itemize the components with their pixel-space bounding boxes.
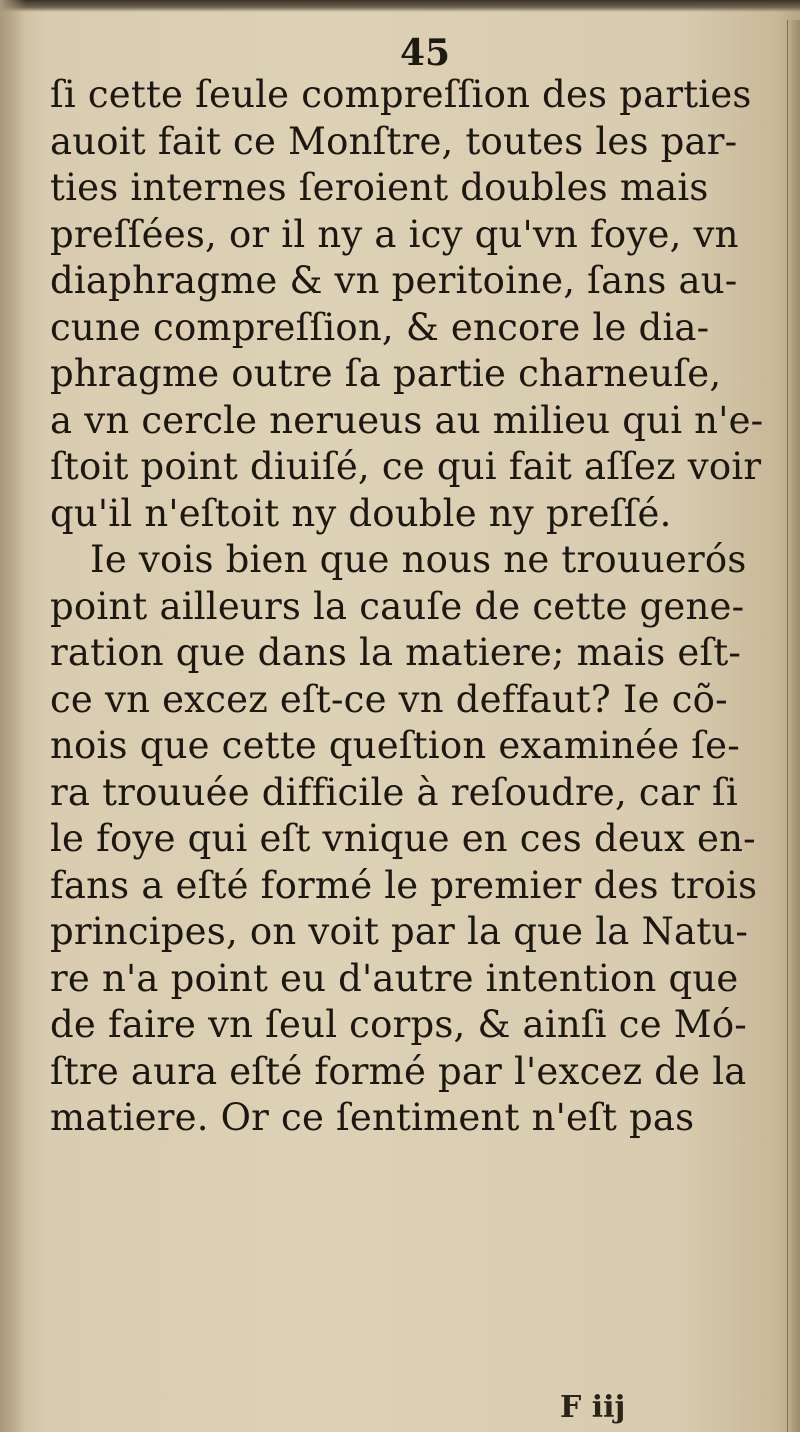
text-line: qu'il n'eſtoit ny double ny preſſé. (50, 491, 672, 535)
text-line: auoit fait ce Monſtre, toutes les par- (50, 119, 738, 163)
text-line: ce vn excez eſt-ce vn deffaut? Ie cõ- (50, 677, 728, 721)
text-line: diaphragme & vn peritoine, ſans au- (50, 259, 738, 302)
text-line: ties internes ſeroient doubles mais (50, 166, 709, 209)
text-line: preſſées, or il ny a icy qu'vn foye, vn (50, 212, 739, 256)
text-line: ſtre aura eſté formé par l'excez de la (50, 1049, 747, 1093)
page-top-shadow (0, 0, 800, 12)
text-line: de faire vn ſeul corps, & ainſi ce Mó- (50, 1003, 748, 1046)
text-line: le foye qui eſt vnique en ces deux en- (50, 817, 756, 860)
text-line: matiere. Or ce ſentiment n'eſt pas (50, 1096, 695, 1139)
text-line: a vn cercle nerueus au milieu qui n'e- (50, 398, 764, 442)
body-text (50, 72, 792, 1142)
text-line: ſi cette ſeule compreſſion des parties (50, 73, 752, 116)
page-number: 45 (399, 32, 451, 74)
signature-mark: F iij (560, 1390, 626, 1425)
text-line: fans a eſté formé le premier des trois (50, 863, 758, 907)
text-line: re n'a point eu d'autre intention que (50, 956, 739, 1000)
text-line: phragme outre ſa partie charneuſe, (50, 352, 722, 395)
text-line: point ailleurs la cauſe de cette gene- (50, 584, 745, 628)
text-line: cune compreſſion, & encore le dia- (50, 305, 710, 349)
paragraph-start-line: Ie vois bien que nous ne trouuerós (90, 538, 747, 581)
text-line: ra trouuée difficile à reſoudre, car ſi (50, 770, 738, 814)
text-line: principes, on voit par la que la Natu- (50, 910, 749, 953)
page-spine-shadow (0, 0, 26, 1432)
text-line: ſtoit point diuiſé, ce qui fait aſſez voir (50, 445, 762, 488)
text-line: nois que cette queſtion examinée ſe- (50, 724, 740, 767)
text-line: ration que dans la matiere; mais eſt- (50, 631, 742, 674)
